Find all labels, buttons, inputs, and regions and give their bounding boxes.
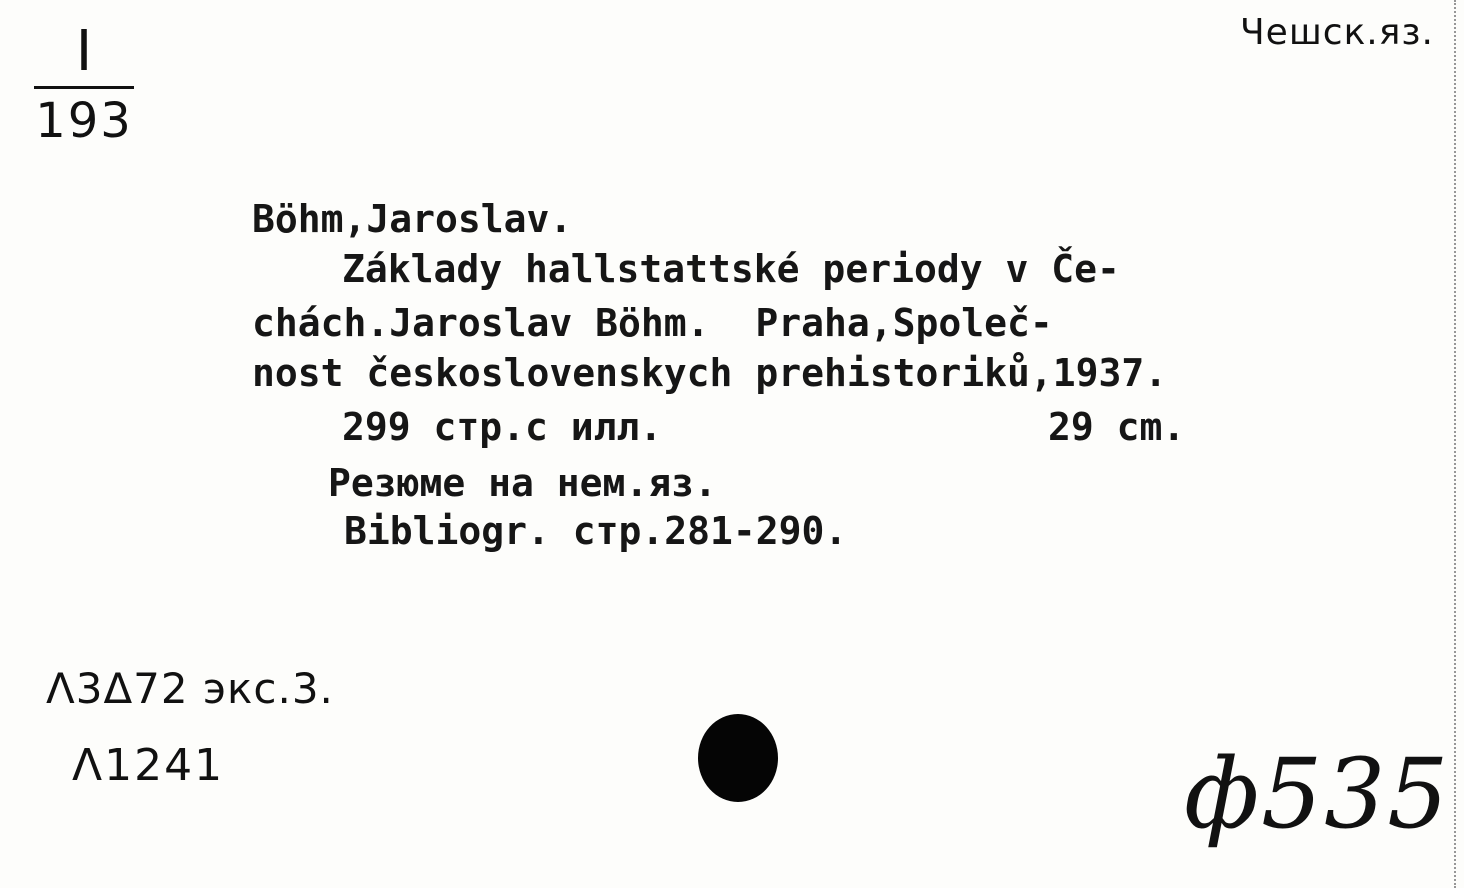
shelf-mark-3: ф535 — [1184, 738, 1451, 850]
language-note: Чешск.яз. — [1240, 12, 1434, 53]
card-edge — [1454, 0, 1464, 888]
call-number — [34, 19, 134, 149]
title-line-2: chách.Jaroslav Böhm. Praha,Společ- — [252, 301, 1053, 345]
title-line-1: Základy hallstattské periody v Če- — [342, 247, 1120, 291]
call-number-divider — [34, 86, 134, 89]
call-number-bottom: 193 — [35, 93, 133, 149]
shelf-mark-1: Λ3Δ72 экс.3. — [46, 664, 334, 713]
pages-line: 299 стр.с илл. — [342, 405, 663, 449]
bibliography-line: Bibliogr. стр.281-290. — [344, 509, 848, 553]
resume-line: Резюме на нем.яз. — [328, 461, 717, 505]
size-line: 29 cm. — [1048, 405, 1186, 449]
author-line: Böhm,Jaroslav. — [252, 197, 573, 241]
title-line-3: nost československych prehistoriků,1937. — [252, 351, 1168, 395]
shelf-mark-2: Λ1241 — [72, 740, 225, 791]
punch-hole — [698, 714, 778, 802]
call-number-top: I — [75, 19, 93, 84]
